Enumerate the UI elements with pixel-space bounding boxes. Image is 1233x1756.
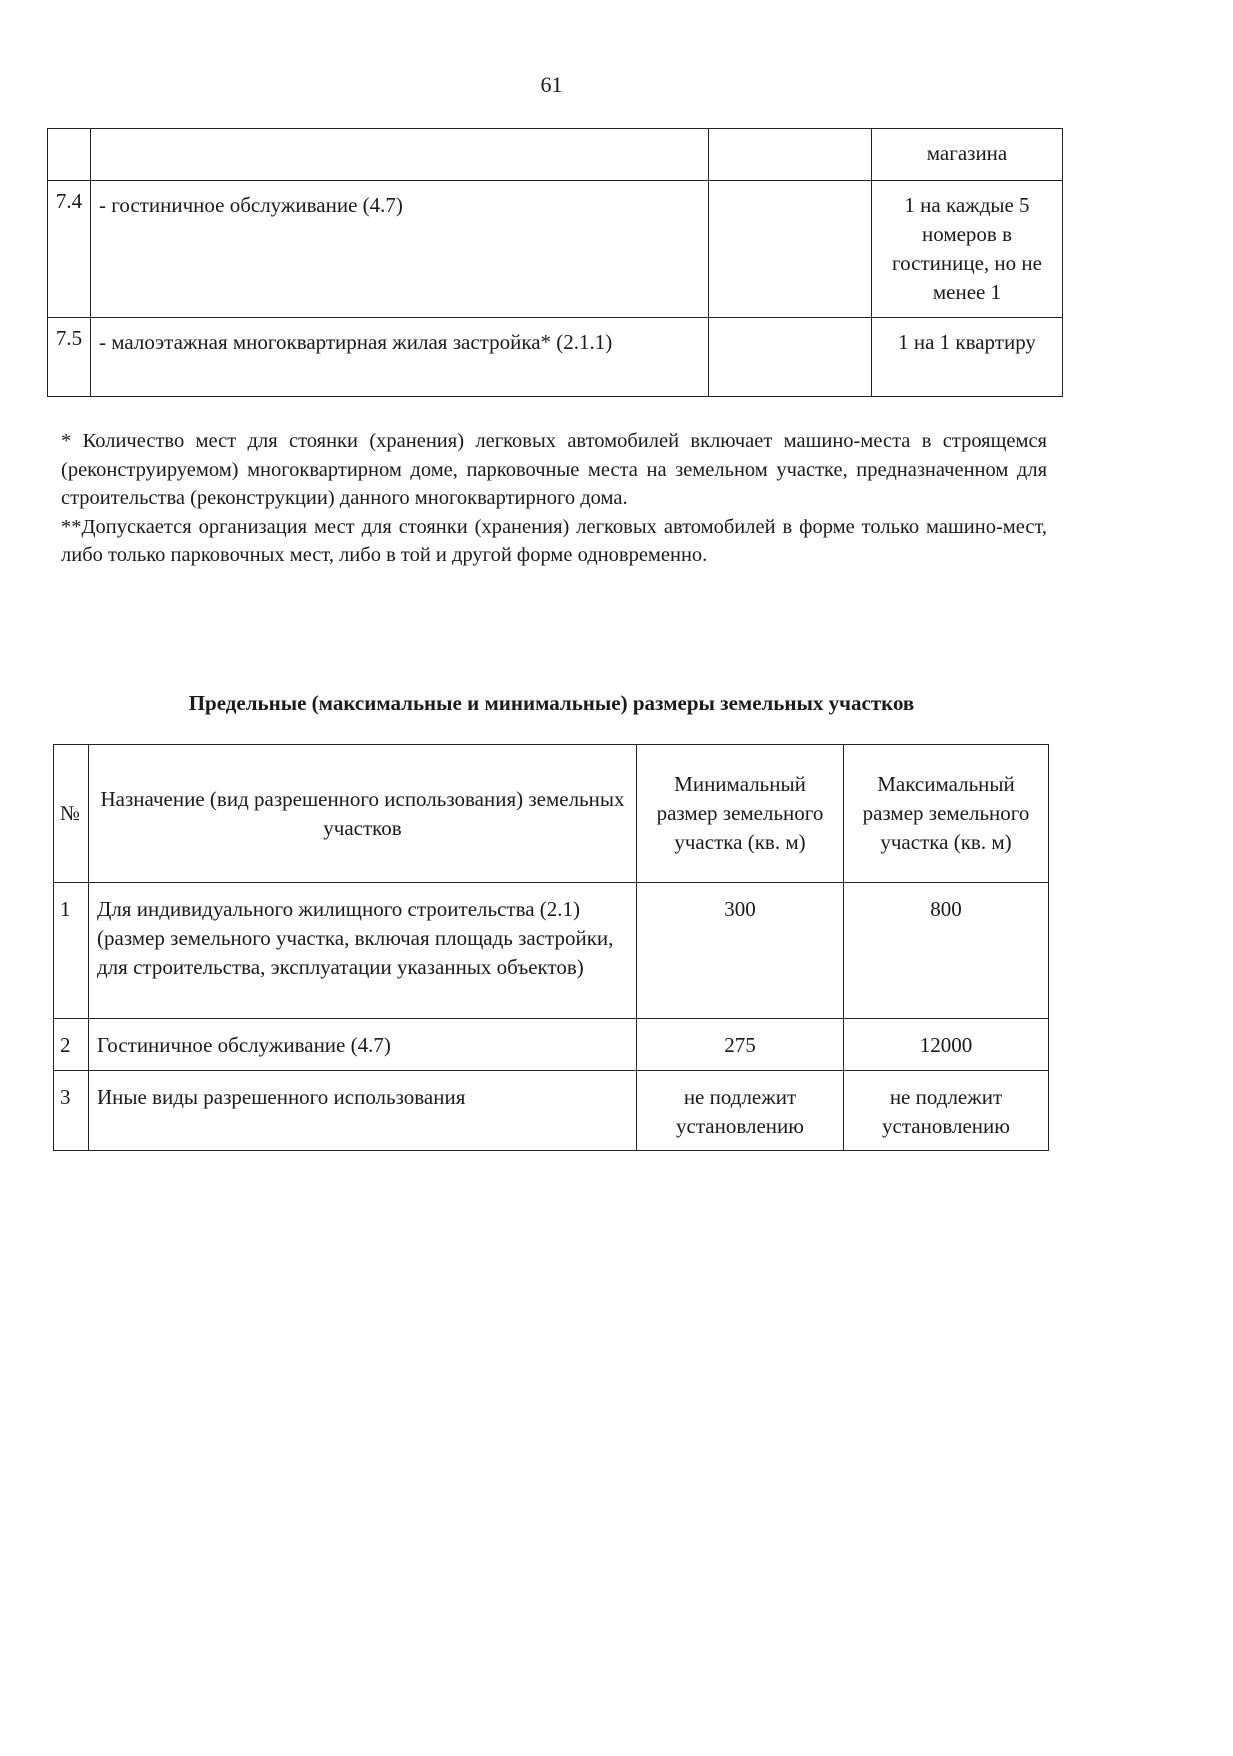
row-name bbox=[91, 129, 709, 181]
header-number: № bbox=[54, 745, 89, 883]
row-number: 2 bbox=[54, 1019, 89, 1071]
row-min-size: не подлежит установлению bbox=[637, 1071, 844, 1151]
parking-table bbox=[47, 128, 1063, 397]
footnote-double-asterisk: **Допускается организация мест для стоянки (хранения) легковых автомобилей в форме только машино-мест, либо только парковочных мест, либо в той и другой форме одновременно. bbox=[61, 515, 1047, 567]
row-purpose: Гостиничное обслуживание (4.7) bbox=[89, 1019, 637, 1071]
row-max-size: не подлежит установлению bbox=[844, 1071, 1049, 1151]
table-row bbox=[48, 318, 1063, 397]
table-row bbox=[54, 883, 1049, 1019]
plot-size-table bbox=[53, 744, 1049, 1151]
table-header-row bbox=[54, 745, 1049, 883]
row-max-size: 12000 bbox=[844, 1019, 1049, 1071]
row-name: - гостиничное обслуживание (4.7) bbox=[91, 181, 709, 318]
row-value: 1 на каждые 5 номеров в гостинице, но не менее 1 bbox=[872, 181, 1063, 318]
row-value: магазина bbox=[872, 129, 1063, 181]
table-row bbox=[48, 129, 1063, 181]
footnotes bbox=[61, 427, 1047, 570]
row-middle bbox=[709, 318, 872, 397]
row-value: 1 на 1 квартиру bbox=[872, 318, 1063, 397]
row-middle bbox=[709, 181, 872, 318]
footnote-single-asterisk: * Количество мест для стоянки (хранения) легковых автомобилей включает машино-места в строящемся (реконструируемом) многоквартирном доме, парковочные места на земельном участке, предназначенном для строительства (реконструкции) данного многоквартирного дома. bbox=[61, 430, 1047, 510]
row-number bbox=[48, 129, 91, 181]
row-min-size: 275 bbox=[637, 1019, 844, 1071]
table-row bbox=[54, 1071, 1049, 1151]
row-number: 3 bbox=[54, 1071, 89, 1151]
row-max-size: 800 bbox=[844, 883, 1049, 1019]
row-number: 7.4 bbox=[48, 181, 91, 318]
row-name: - малоэтажная многоквартирная жилая застройка* (2.1.1) bbox=[91, 318, 709, 397]
row-number: 7.5 bbox=[48, 318, 91, 397]
header-min-size: Минимальный размер земельного участка (кв. м) bbox=[637, 745, 844, 883]
header-max-size: Максимальный размер земельного участка (кв. м) bbox=[844, 745, 1049, 883]
section-title: Предельные (максимальные и минимальные) размеры земельных участков bbox=[188, 691, 915, 715]
header-purpose: Назначение (вид разрешенного использования) земельных участков bbox=[89, 745, 637, 883]
row-middle bbox=[709, 129, 872, 181]
row-min-size: 300 bbox=[637, 883, 844, 1019]
row-purpose: Иные виды разрешенного использования bbox=[89, 1071, 637, 1151]
page-number: 61 bbox=[540, 72, 563, 97]
table-row bbox=[54, 1019, 1049, 1071]
table-row bbox=[48, 181, 1063, 318]
row-purpose: Для индивидуального жилищного строительства (2.1) (размер земельного участка, включая площадь застройки, для строительства, эксплуатации указанных объектов) bbox=[89, 883, 637, 1019]
row-number: 1 bbox=[54, 883, 89, 1019]
